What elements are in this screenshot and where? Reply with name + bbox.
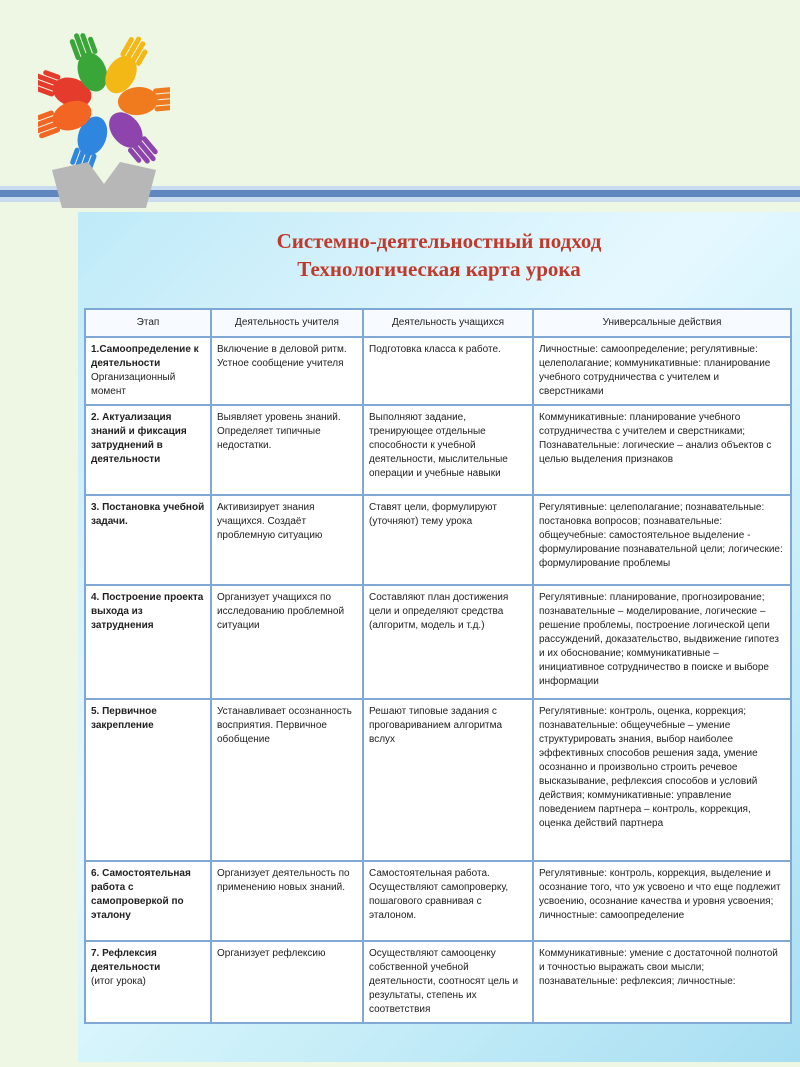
teacher-cell: Включение в деловой ритм. Устное сообщение учителя	[211, 337, 363, 405]
hand-shape-purple	[102, 106, 163, 171]
table-row	[85, 585, 791, 699]
table-row	[85, 699, 791, 861]
stage-cell	[85, 405, 211, 495]
actions-cell: Регулятивные: целеполагание; познавательные: постановка вопросов; познавательные: общеучебные: самостоятельное выделение - формулирование познавательной цели; логические: формулирование проблемы	[533, 495, 791, 585]
actions-cell: Коммуникативные: умение с достаточной полнотой и точностью выражать свои мысли; познавательные: рефлексия; личностные:	[533, 941, 791, 1023]
students-cell: Подготовка класса к работе.	[363, 337, 533, 405]
stage-title: 3. Постановка учебной задачи.	[91, 502, 205, 527]
actions-cell: Коммуникативные: планирование учебного сотрудничества с учителем и сверстниками; Познавательные: логические – анализ объектов с целью выделения признаков	[533, 405, 791, 495]
table-header-row	[85, 309, 791, 337]
actions-cell: Регулятивные: планирование, прогнозирование; познавательные – моделирование, логические – решение проблемы, построение логической цепи рассуждений, доказательство, выдвижение гипотез и их обоснование; коммуникативные – инициативное сотрудничество в поиске и выборе информации	[533, 585, 791, 699]
teacher-cell: Организует деятельность по применению новых знаний.	[211, 861, 363, 941]
students-cell: Осуществляют самооценку собственной учебной деятельности, соотносят цель и результаты, степень их соответствия	[363, 941, 533, 1023]
stage-cell	[85, 941, 211, 1023]
table-row	[85, 861, 791, 941]
slide-subtitle: Технологическая карта урока	[297, 257, 581, 281]
table-row	[85, 941, 791, 1023]
stage-cell	[85, 861, 211, 941]
stage-note: (итог урока)	[91, 976, 146, 987]
table-row	[85, 495, 791, 585]
students-cell: Ставят цели, формулируют (уточняют) тему урока	[363, 495, 533, 585]
hands-logo	[38, 12, 170, 212]
actions-cell: Регулятивные: контроль, коррекция, выделение и осознание того, что уж усвоено и что еще подлежит усвоению, осознание качества и уровня усвоения; личностные: самоопределение	[533, 861, 791, 941]
stage-cell	[85, 337, 211, 405]
teacher-cell: Организует учащихся по исследованию проблемной ситуации	[211, 585, 363, 699]
teacher-cell: Устанавливает осознанность восприятия. Первичное обобщение	[211, 699, 363, 861]
students-cell: Решают типовые задания с проговариванием алгоритма вслух	[363, 699, 533, 861]
students-cell: Самостоятельная работа. Осуществляют самопроверку, пошагового сравнивая с эталоном.	[363, 861, 533, 941]
stage-title: 1.Самоопределение к деятельности	[91, 344, 199, 369]
column-header-teacher: Деятельность учителя	[211, 309, 363, 337]
column-header-stage: Этап	[85, 309, 211, 337]
logo-base-shape	[52, 162, 156, 208]
column-header-actions: Универсальные действия	[533, 309, 791, 337]
stage-title: 5. Первичное закрепление	[91, 706, 157, 731]
column-header-students: Деятельность учащихся	[363, 309, 533, 337]
actions-cell: Личностные: самоопределение; регулятивные: целеполагание; коммуникативные: планирование учебного сотрудничества с учителем и сверстниками	[533, 337, 791, 405]
stage-title: 2. Актуализация знаний и фиксация затруднений в деятельности	[91, 412, 187, 465]
students-cell: Выполняют задание, тренирующее отдельные способности к учебной деятельности, мыслительные операции и учебные навыки	[363, 405, 533, 495]
students-cell: Составляют план достижения цели и определяют средства (алгоритм, модель и т.д.)	[363, 585, 533, 699]
table-row	[85, 405, 791, 495]
lesson-slide	[78, 212, 800, 1062]
teacher-cell: Организует рефлексию	[211, 941, 363, 1023]
lesson-plan-table	[84, 308, 792, 1024]
stage-cell	[85, 585, 211, 699]
stage-cell	[85, 699, 211, 861]
actions-cell: Регулятивные: контроль, оценка, коррекция; познавательные: общеучебные – умение структурировать знания, выбор наиболее эффективных способов решения зада, умение осознанно и произвольно строить речевое высказывание, рефлексия способов и условий действия; коммуникативные: управление поведением партнера – контроль, коррекция, оценка действий партнера	[533, 699, 791, 861]
stage-cell	[85, 495, 211, 585]
teacher-cell: Активизирует знания учащихся. Создаёт проблемную ситуацию	[211, 495, 363, 585]
teacher-cell: Выявляет уровень знаний. Определяет типичные недостатки.	[211, 405, 363, 495]
stage-title: 6. Самостоятельная работа с самопроверкой по эталону	[91, 868, 191, 921]
slide-title: Системно-деятельностный подход	[276, 229, 602, 253]
stage-note: Организационный момент	[91, 372, 176, 397]
stage-title: 7. Рефлексия деятельности	[91, 948, 161, 973]
stage-title: 4. Построение проекта выхода из затруднения	[91, 592, 204, 631]
table-row	[85, 337, 791, 405]
